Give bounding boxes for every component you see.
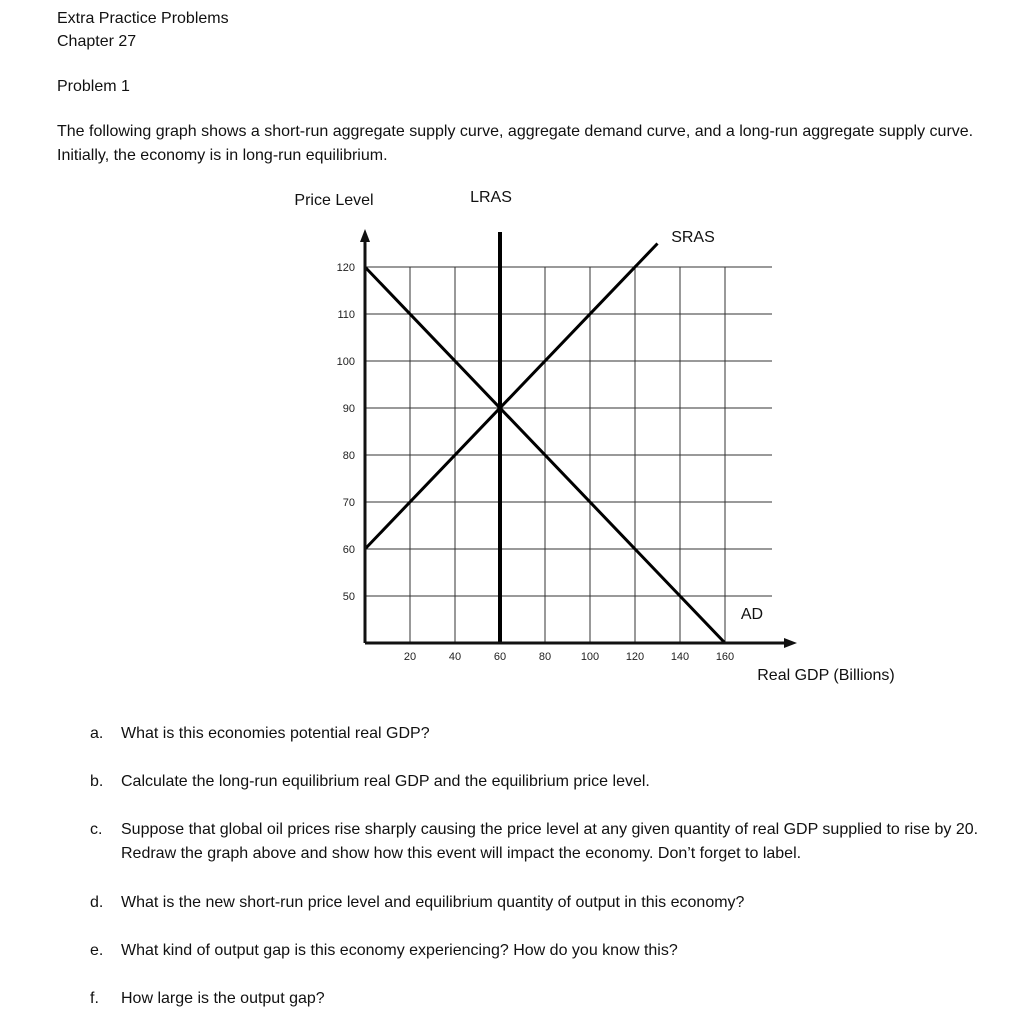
x-axis-label: Real GDP (Billions)	[757, 667, 895, 684]
sras-label: SRAS	[671, 229, 715, 246]
question-letter: e.	[90, 942, 104, 959]
curve-sras	[365, 244, 658, 550]
chart-grid	[365, 267, 772, 643]
chapter-label: Chapter 27	[57, 33, 137, 50]
y-axis-arrow	[360, 229, 370, 242]
question-letter: f.	[90, 990, 99, 1007]
problem-intro: The following graph shows a short-run aggregate supply curve, aggregate demand curve, and a long-run aggregate supply curve. Initially, the economy is in long-run equilibrium.	[57, 123, 974, 164]
x-tick-label: 160	[715, 651, 735, 663]
y-tick-label: 110	[337, 309, 355, 321]
question-text: Suppose that global oil prices rise sharply causing the price level at any given quantity of real GDP supplied to rise by 20. Redraw the graph above and show how this event will impact the economy. Don’t forget to label.	[121, 821, 979, 862]
x-tick-label: 140	[670, 651, 690, 663]
chart-axes	[360, 229, 797, 648]
x-tick-label: 120	[625, 651, 645, 663]
lras-label: LRAS	[470, 189, 512, 206]
x-axis-arrow	[784, 638, 797, 648]
question-letter: b.	[90, 773, 104, 790]
question-text: What is this economies potential real GDP?	[121, 725, 430, 742]
y-tick-label: 60	[342, 544, 355, 556]
y-tick-label: 90	[342, 403, 355, 415]
ad-label: AD	[740, 606, 764, 623]
x-tick-label: 40	[448, 651, 462, 663]
y-tick-label: 70	[342, 497, 355, 509]
question-text: What kind of output gap is this economy experiencing? How do you know this?	[121, 942, 678, 959]
y-tick-label: 80	[342, 450, 355, 462]
question-letter: c.	[90, 821, 103, 838]
x-tick-label: 100	[580, 651, 600, 663]
question-text: How large is the output gap?	[121, 990, 325, 1007]
y-tick-label: 100	[336, 356, 355, 368]
question-letter: d.	[90, 894, 104, 911]
question-text: Calculate the long-run equilibrium real GDP and the equilibrium price level.	[121, 773, 650, 790]
x-tick-label: 20	[403, 651, 417, 663]
x-tick-label: 80	[538, 651, 552, 663]
chart-ticks	[337, 262, 735, 663]
document-title: Extra Practice Problems	[57, 10, 229, 27]
question-letter: a.	[90, 725, 104, 742]
x-tick-label: 60	[493, 651, 507, 663]
question-text: What is the new short-run price level and equilibrium quantity of output in this economy?	[121, 894, 745, 911]
y-tick-label: 50	[342, 591, 355, 603]
y-tick-label: 120	[336, 262, 355, 274]
y-axis-label: Price Level	[294, 192, 374, 209]
problem-label: Problem 1	[57, 78, 130, 95]
